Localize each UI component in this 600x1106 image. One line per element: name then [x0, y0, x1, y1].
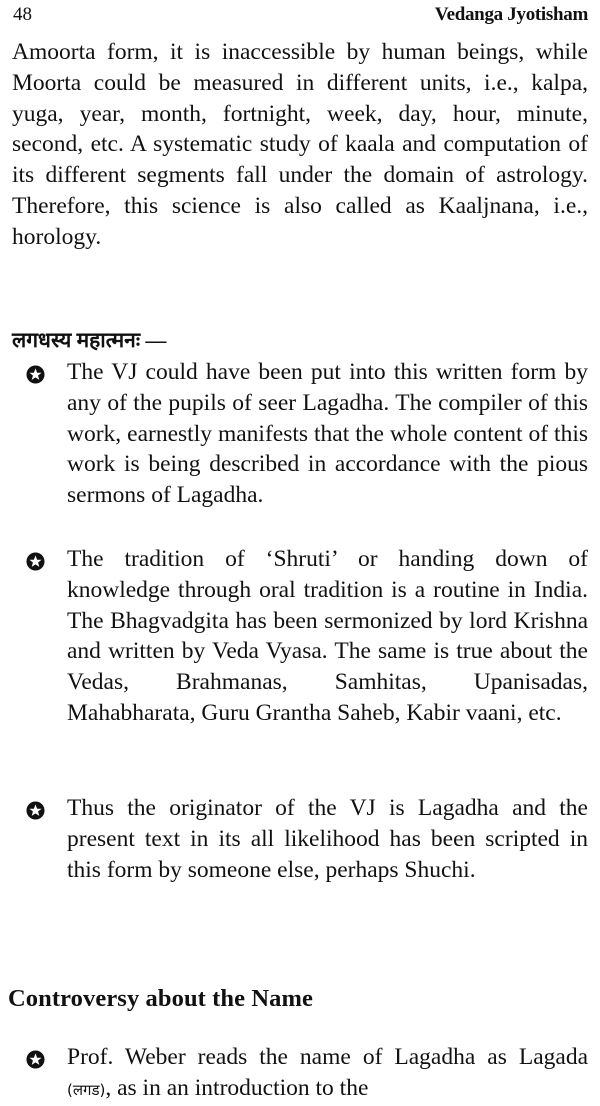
bullet-text-after: , as in an introduction to the — [105, 1074, 369, 1101]
intro-paragraph: Amoorta form, it is inaccessible by human beings, while Moorta could be measured in different units, i.e., kalpa, yuga, year, month, fortnight, week, day, hour, minute, second, etc. A systematic study of kaala and computation of its different segments fall under the domain of astrology. Therefore, this science is also called as Kaaljnana, i.e., horology. — [12, 39, 588, 250]
devanagari-lagada: (लगड) — [67, 1080, 106, 1099]
bullet-text-before: Prof. Weber reads the name of Lagadha as Lagada — [67, 1044, 588, 1070]
bullet-text: The VJ could have been put into this written form by any of the pupils of seer Lagadha. The compiler of this work, earnestly manifests that the whole content of this work is being described in accordance with the pious sermons of Lagadha. — [67, 359, 588, 509]
running-header — [13, 4, 588, 30]
circled-star-icon — [26, 1050, 45, 1069]
circled-star-icon — [26, 552, 45, 571]
bullet-text: Thus the originator of the VJ is Lagadha and the present text in its all likelihood has been scripted in this form by someone else, perhaps Shuchi. — [67, 795, 588, 883]
bullet-text — [67, 1042, 588, 1106]
bullet-text: The tradition of ‘Shruti’ or handing down of knowledge through oral tradition is a routine in India. The Bhagvadgita has been sermonized by lord Krishna and written by Veda Vyasa. The same is true about the Vedas, Brahmanas, Samhitas, Upanisadas, Mahabharata, Guru Grantha Saheb, Kabir vaani, etc. — [67, 546, 588, 726]
section-heading-lagadhasya-mahatmanah: लगधस्य महात्मनः — — [12, 328, 167, 352]
circled-star-icon — [26, 365, 45, 384]
section-heading-controversy: Controversy about the Name — [8, 985, 313, 1012]
running-title: Vedanga Jyotisham — [434, 4, 588, 25]
page-number: 48 — [13, 4, 32, 25]
circled-star-icon — [26, 801, 45, 820]
